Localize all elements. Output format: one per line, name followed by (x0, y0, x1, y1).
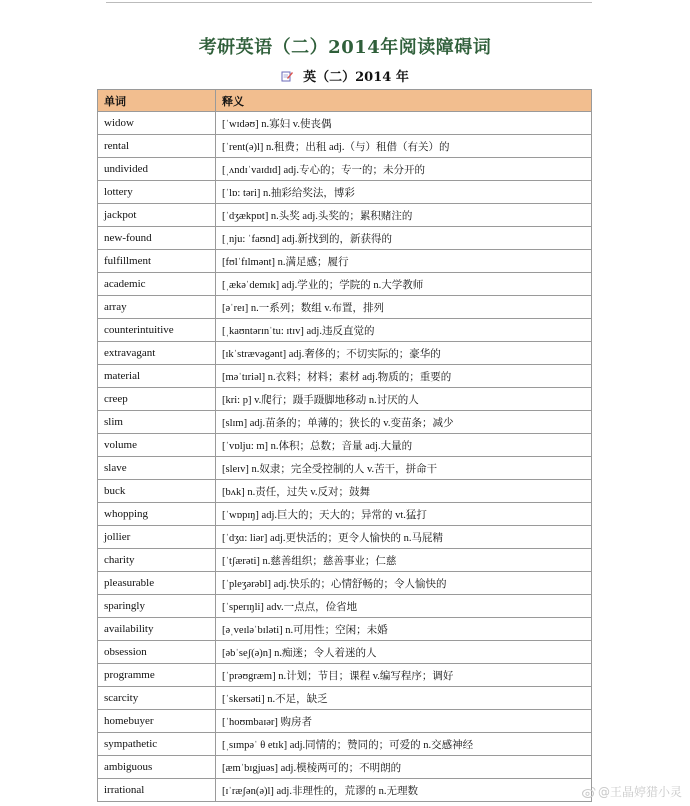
section-heading (0, 66, 690, 85)
meaning-cell: [slɪm] adj.苗条的；单薄的；狭长的 v.变苗条；减少 (216, 411, 592, 434)
table-row (98, 641, 592, 664)
word-cell: jollier (98, 526, 216, 549)
table-header-row (98, 90, 592, 112)
meaning-cell: [ˈwɒpɪŋ] adj.巨大的；天大的；异常的 vt.猛打 (216, 503, 592, 526)
table-row (98, 457, 592, 480)
table-row (98, 273, 592, 296)
word-cell: academic (98, 273, 216, 296)
meaning-cell: [ˌkaʊntərɪnˈtu: ɪtɪv] adj.违反直觉的 (216, 319, 592, 342)
table-row (98, 664, 592, 687)
table-row (98, 181, 592, 204)
word-cell: pleasurable (98, 572, 216, 595)
word-cell: slim (98, 411, 216, 434)
meaning-cell: [ˈhoʊmbaɪər] 购房者 (216, 710, 592, 733)
meaning-cell: [ˌnju: ˈfaʊnd] adj.新找到的，新获得的 (216, 227, 592, 250)
meaning-cell: [əbˈseʃ(ə)n] n.痴迷；令人着迷的人 (216, 641, 592, 664)
word-cell: lottery (98, 181, 216, 204)
word-cell: rental (98, 135, 216, 158)
word-cell: material (98, 365, 216, 388)
table-row (98, 434, 592, 457)
table-row (98, 687, 592, 710)
table-row (98, 112, 592, 135)
watermark (582, 783, 682, 800)
table-row (98, 296, 592, 319)
word-cell: creep (98, 388, 216, 411)
table-row (98, 526, 592, 549)
document-title: 考研英语（二）2014年阅读障碍词 (198, 37, 492, 58)
table-row (98, 733, 592, 756)
word-cell: charity (98, 549, 216, 572)
table-row (98, 710, 592, 733)
meaning-cell: [bʌk] n.责任，过失 v.反对；鼓舞 (216, 480, 592, 503)
column-header-word: 单词 (98, 90, 216, 112)
meaning-cell: [ˈdʒækpɒt] n.头奖 adj.头奖的；累积赌注的 (216, 204, 592, 227)
word-cell: extravagant (98, 342, 216, 365)
meaning-cell: [æmˈbɪgjuəs] adj.模棱两可的；不明朗的 (216, 756, 592, 779)
meaning-cell: [məˈtɪriəl] n.衣料；材料；素材 adj.物质的；重要的 (216, 365, 592, 388)
word-cell: slave (98, 457, 216, 480)
word-cell: undivided (98, 158, 216, 181)
table-row (98, 250, 592, 273)
table-row (98, 158, 592, 181)
word-cell: ambiguous (98, 756, 216, 779)
table-row (98, 135, 592, 158)
vocabulary-table (97, 89, 592, 802)
table-row (98, 388, 592, 411)
table-row (98, 411, 592, 434)
meaning-cell: [fʊlˈfɪlmənt] n.满足感；履行 (216, 250, 592, 273)
table-row (98, 342, 592, 365)
meaning-cell: [sleɪv] n.奴隶；完全受控制的人 v.苦干，拼命干 (216, 457, 592, 480)
meaning-cell: [ˈwɪdəʊ] n.寡妇 v.使丧偶 (216, 112, 592, 135)
word-cell: array (98, 296, 216, 319)
word-cell: new-found (98, 227, 216, 250)
column-header-meaning: 释义 (216, 90, 592, 112)
meaning-cell: [ˈvɒlju: m] n.体积；总数；音量 adj.大量的 (216, 434, 592, 457)
table-row (98, 572, 592, 595)
meaning-cell: [əˌveɪləˈbɪləti] n.可用性；空闲；未婚 (216, 618, 592, 641)
edit-note-icon (281, 70, 293, 82)
word-cell: buck (98, 480, 216, 503)
word-cell: programme (98, 664, 216, 687)
word-cell: sparingly (98, 595, 216, 618)
meaning-cell: [ˈrent(ə)l] n.租费；出租 adj.（与）租借（有关）的 (216, 135, 592, 158)
weibo-logo-icon (582, 786, 596, 798)
meaning-cell: [ˈpleʒərəbl] adj.快乐的；心情舒畅的；令人愉快的 (216, 572, 592, 595)
watermark-text: @王晶婷猎小灵 (597, 785, 682, 799)
table-row (98, 618, 592, 641)
meaning-cell: [ˈsperɪŋli] adv.一点点，俭省地 (216, 595, 592, 618)
meaning-cell: [ˌsɪmpəˈ θ etɪk] adj.同情的；赞同的；可爱的 n.交感神经 (216, 733, 592, 756)
meaning-cell: [ˌʌndɪˈvaɪdɪd] adj.专心的；专一的；未分开的 (216, 158, 592, 181)
top-rule (106, 2, 592, 3)
meaning-cell: [ˈtʃærəti] n.慈善组织；慈善事业；仁慈 (216, 549, 592, 572)
word-cell: volume (98, 434, 216, 457)
table-row (98, 204, 592, 227)
word-cell: homebuyer (98, 710, 216, 733)
word-cell: obsession (98, 641, 216, 664)
table-row (98, 365, 592, 388)
meaning-cell: [ˈprəʊgræm] n.计划；节目；课程 v.编写程序；调好 (216, 664, 592, 687)
word-cell: availability (98, 618, 216, 641)
table-row (98, 227, 592, 250)
word-cell: jackpot (98, 204, 216, 227)
table-row (98, 595, 592, 618)
table-row (98, 503, 592, 526)
table-body (98, 112, 592, 802)
word-cell: irrational (98, 779, 216, 802)
meaning-cell: [ˈdʒɑ: liər] adj.更快活的；更令人愉快的 n.马屁精 (216, 526, 592, 549)
table-row (98, 319, 592, 342)
meaning-cell: [ˌækəˈdemɪk] adj.学业的；学院的 n.大学教师 (216, 273, 592, 296)
word-cell: counterintuitive (98, 319, 216, 342)
word-cell: scarcity (98, 687, 216, 710)
meaning-cell: [ˈlɒ: təri] n.抽彩给奖法，博彩 (216, 181, 592, 204)
meaning-cell: [ˈskersəti] n.不足，缺乏 (216, 687, 592, 710)
section-heading-text: 英（二）2014 年 (303, 70, 409, 85)
word-cell: whopping (98, 503, 216, 526)
table-row (98, 779, 592, 802)
meaning-cell: [kri: p] v.爬行；蹑手蹑脚地移动 n.讨厌的人 (216, 388, 592, 411)
word-cell: widow (98, 112, 216, 135)
table-row (98, 549, 592, 572)
table-row (98, 756, 592, 779)
meaning-cell: [ɪkˈstrævəgənt] adj.奢侈的；不切实际的；豪华的 (216, 342, 592, 365)
meaning-cell: [ɪˈræʃən(ə)l] adj.非理性的，荒谬的 n.无理数 (216, 779, 592, 802)
word-cell: sympathetic (98, 733, 216, 756)
meaning-cell: [əˈreɪ] n.一系列；数组 v.布置，排列 (216, 296, 592, 319)
word-cell: fulfillment (98, 250, 216, 273)
table-row (98, 480, 592, 503)
